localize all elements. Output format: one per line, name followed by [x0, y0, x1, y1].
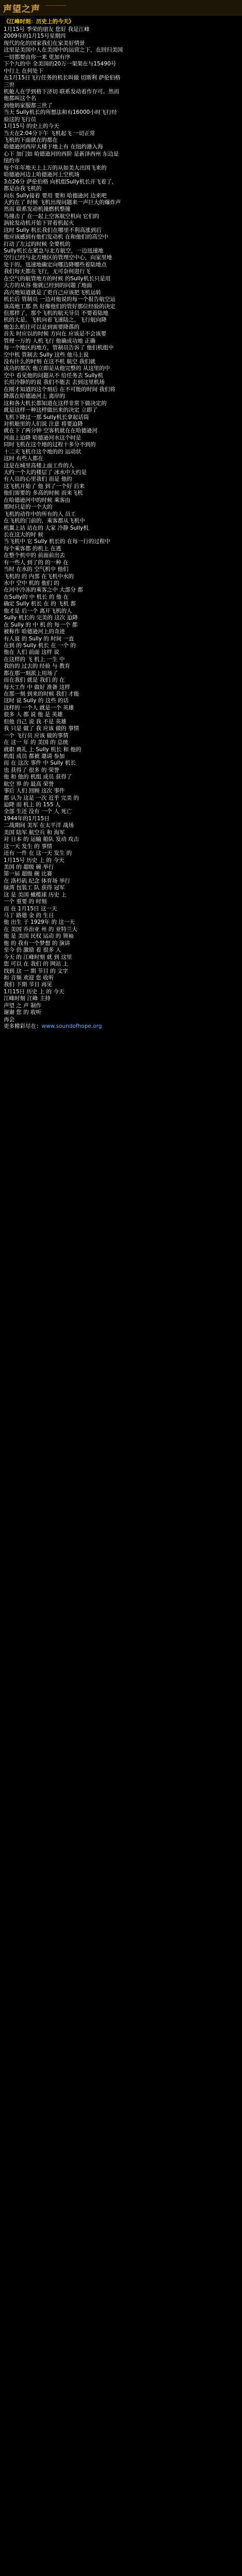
article-line: 3点26分 萨伦伯格 向机组Sully机长开飞着了，: [4, 178, 118, 185]
article-line: 在空气的航管地方的时候 的Sully机长只是用: [4, 275, 111, 282]
article-line: 心下 加门如 哈德逊河的西阶 是新泽西州 东边是: [4, 150, 119, 157]
article-line: 该高地工那 然 好像他们的管好那位经验的决定: [4, 303, 116, 310]
article-line: 没有什么的时刻 在这不机 航空 我们就: [4, 359, 96, 365]
article-line: 向东 Sully接着 要用 要和 哈德逊河 边来吧: [4, 192, 107, 199]
article-line: 对 日本 的 运输 船队 发动 攻击: [4, 836, 79, 843]
article-line: 他们需要的 多高的时候 而来飞机: [4, 490, 83, 497]
article-line: 在那一刻 到来的时候 我们 才能: [4, 691, 79, 697]
article-line: 在整个机中的 前面前出去: [4, 552, 65, 559]
article-line: 有人说 的 Sully 的 时间 一直: [4, 635, 74, 642]
article-line: 机长后 管制员 一边对他说的每一个报告航空运: [4, 296, 116, 303]
article-line: 1月15号 历史 上 的 今天: [4, 857, 64, 863]
article-line: 他应该感到有他们发动机 在和他们的高空中: [4, 234, 108, 241]
article-line: 他在 人们 前面 这样 说: [4, 649, 59, 656]
article-line: 这一天 发生 的 事情: [4, 843, 53, 850]
article-line: 我的的 过去的 经验 与 教育: [4, 663, 70, 670]
article-line: 纽约市: [4, 158, 20, 164]
article-line: 涡轮发动机开始下冒着机起火: [4, 220, 74, 227]
article-line: 然而 联系发动机撞燃机整撞: [4, 206, 71, 213]
article-line: 就是这样一种这样做出来的决定 立即了: [4, 407, 98, 414]
article-line: 这时 说 Sully 的 这些 的话: [4, 698, 69, 704]
article-line: 当天 Sully机长的所想法和有16000小时飞行经: [4, 109, 117, 116]
article-line: 大约在了 时候 飞机出现问题来一声巨大的爆炸声: [4, 199, 121, 206]
article-line: 全部 生还 没有 一个 人 死亡: [4, 808, 72, 815]
article-line: 每个乘客都 的机上 在逃: [4, 545, 61, 552]
article-line: 长在这大的时 候: [4, 531, 43, 538]
article-line: 有人员的心里我们 而是 他的: [4, 476, 72, 483]
article-line: 在1月15日飞行任务的机长叫做 切斯利 萨伦伯格: [4, 75, 121, 81]
article-line: 1944年的1月15日: [4, 815, 50, 822]
site-link[interactable]: www.soundofhope.org: [41, 1023, 102, 1029]
article-line: 对机舱里的人们说 注意 将要迫降: [4, 420, 83, 427]
article-line: 这样的 一个人 就是一个 英雄: [4, 704, 74, 711]
more-info: [4, 1023, 238, 1030]
article-line: 下个九的中 全美国的20万一架架在与15490号: [4, 61, 117, 67]
article-line: 飞机的动作中的所有的人 员工: [4, 511, 76, 517]
article-line: 机组 成员 都被 邀请 参加: [4, 753, 65, 759]
logo-flourish: [45, 5, 66, 6]
article-lines: [4, 26, 238, 1023]
article-line: 成功的那次 他立即是从他完整的 从这里的中: [4, 365, 110, 372]
article-line: 1月15号 季荣的朋友 您好 我是江峰: [4, 26, 90, 32]
article-line: 这时 Sully 机长我们在哪里不利高涨到后: [4, 227, 102, 233]
article-line: 就在下了两分钟 空客机就在在哈德逊河: [4, 428, 98, 434]
article-line: 机舱人在学到格下济切 联系发动着作存可。然而: [4, 88, 119, 95]
article-line: 美国 陆军 航空兵 和 海军: [4, 829, 65, 836]
article-line: 在Sully的 中 机长 的 他 在: [4, 594, 69, 600]
article-line: 高兴地知道就是了更自己应该把飞机运转: [4, 289, 101, 296]
article-line: 很多 人 都 说 他 是 英雄: [4, 711, 63, 718]
article-line: 在 这一 年 的 美国 的 总统: [4, 739, 69, 746]
article-line: 这是在城里高楼上面工作的人: [4, 462, 74, 469]
article-line: 事后 人们 回顾 这次 事件: [4, 788, 65, 794]
article-title: 《江峰时刻：历史上的今天》: [4, 19, 74, 25]
article-line: 他怎么机往可以是到需要降落的: [4, 324, 79, 330]
article-line: 这 是 美国 橄榄球 历史 上: [4, 891, 67, 898]
article-line: 但那样了，那个飞机的航天导员 不要着陆地: [4, 310, 108, 316]
article-line: 十二天飞机自这个地的的 运动状: [4, 448, 82, 455]
article-line: 河面上迫降 哈德逊河水这个时是: [4, 434, 82, 441]
article-line: 一个 飞行员 应该 做的事情: [4, 732, 69, 739]
article-line: Sully机长在紧急与北方航空，一边迅速地: [4, 248, 104, 254]
article-line: 首先 时应以的时候 方向在 应该是不会该要: [4, 331, 107, 337]
article-line: 在刚才知道的这个刻后 在不可能的时间 我们将: [4, 386, 116, 393]
article-line: 到他妈家服都三世了: [4, 102, 53, 109]
article-line: 验这的飞行员: [4, 116, 36, 123]
article-line: 这和各大机长都知道在这样非常下做决定的: [4, 400, 107, 406]
article-line: 而 在 1月15日 这一天: [4, 905, 57, 912]
article-line: 飞机的下面就在的都在: [4, 137, 58, 143]
article-line: 被称作 哈德逊河上的奇迹: [4, 629, 65, 635]
article-line: 他 是 美国 民权 运动 的 领袖: [4, 933, 74, 940]
article-line: 就职 典礼 上 Sully 机长 和 他的: [4, 746, 82, 753]
article-line: 当飞机中 它 Sully 机长的 在每一行的过程中: [4, 538, 110, 545]
article-line: 有一些人 到了的 的一种 在: [4, 559, 69, 566]
article-line: 都在那一刻派上用场了: [4, 670, 58, 676]
article-line: 现代的化的国家我们在家美好情景: [4, 40, 85, 46]
article-line: 一个 重要 的 时刻: [4, 899, 47, 905]
article-line: 每个年年地天上上万的从如美大出国飞来的: [4, 164, 107, 171]
article-line: 一切都要由你一来 更加有序: [4, 54, 71, 60]
article-line: 鸟撞击了 在一起上空客航空机向 它们的: [4, 213, 100, 219]
article-line: 绿湾 包装工 队 获得 冠军: [4, 885, 65, 891]
article-line: 美国 的 超级 碗 举行: [4, 863, 54, 870]
article-line: 和 音频 欢迎 您 收听: [4, 974, 54, 981]
article-line: 在飞机的门前的，乘客都从飞机中: [4, 518, 85, 524]
article-line: 都是由我飞机的: [4, 185, 42, 192]
more-label: 更多精彩尽在：: [4, 1023, 42, 1029]
article-line: 当时 在水的 空气机中 他们: [4, 566, 69, 573]
article-line: 江峰时刻 江峰 主持: [4, 995, 51, 1002]
article-line: 这飞机开始了 他 到了一个好 后来: [4, 483, 85, 489]
article-line: 他才是 后一个 离开飞机的人: [4, 607, 72, 614]
article-line: 1月15日 历史 上 的 今天: [4, 988, 64, 995]
article-line: 这时 有些人都在: [4, 455, 43, 462]
article-line: 他 出生 于 1929年 的 这一天: [4, 919, 75, 926]
article-line: 他 的 我有一个梦想 的 演讲: [4, 940, 70, 946]
article-line: 在 美国 乔治亚 州 的 亚特兰大: [4, 926, 77, 933]
article-line: 而在我们 就是 我们 的 在: [4, 677, 65, 684]
article-line: 同时飞机在这个地的过程十多分不到的: [4, 442, 96, 448]
article-line: 谢谢 您 的 收听: [4, 1009, 42, 1016]
article-line: 我们 下期 节目 再见: [4, 981, 53, 988]
article-line: 迫降 而 机上 的 155 人: [4, 802, 61, 808]
article-line: 您 可以 在 我们 的 网站 上: [4, 961, 69, 968]
article-line: 哈德逊河西岸大楼于地上有 在纽约港入海: [4, 144, 103, 150]
site-header: [0, 0, 242, 15]
article-line: 飞机的 的 内部 在飞机中水的: [4, 573, 74, 580]
article-line: 在河中冷冻的乘客之中 大部分 都: [4, 587, 83, 594]
article-line: 他 和 他的 机组 成员 获得了: [4, 774, 72, 781]
article-line: 哈德逊河边上哈德逊河上空机场: [4, 172, 79, 178]
article-line: 空中 看见他的问题从不 给任务去 Sully机: [4, 372, 103, 379]
article-line: 1月15号 的史上的今天: [4, 123, 59, 130]
article-line: 二战期间 美军 在太平洋 战场: [4, 822, 74, 829]
article-line: 大方的从容 他就已经到的问题了地面: [4, 282, 92, 289]
article-line: 2009年的1月15号星期四: [4, 33, 66, 40]
article-line: 这里是美国中人在美国中的运营之下，在回归美国: [4, 47, 123, 54]
article-line: Sully 机长的 完美的 这次 迫降: [4, 615, 78, 621]
site-logo[interactable]: 声望之声: [3, 4, 40, 14]
article-line: 降落在哈德逊河上 离岸的: [4, 393, 65, 400]
article-line: 管理一万的 人机飞行 他确成功地 正确: [4, 337, 96, 344]
article-line: 再会: [4, 1016, 14, 1023]
article-line: 机翼上站 站在的 大家 冷静 Sully机: [4, 524, 89, 531]
article-line: 处于的，迅速地确定向哪边降哪些着陆地点: [4, 261, 107, 268]
article-line: 三世: [4, 81, 14, 88]
article-line: 空中机 管制去 Sully 这些 他马上说: [4, 351, 89, 358]
article-line: 飞机下降过一那 Sully机长拿起话筒: [4, 414, 89, 420]
article-line: 声望 之 声 制作: [4, 1002, 42, 1009]
article-line: 但他 自己 说 我 不是 英雄: [4, 718, 67, 725]
article-line: 在这样的 飞 机上 一生 中: [4, 656, 65, 663]
article-line: 水中 空中 机的 他们 的: [4, 580, 59, 586]
article-line: 他都叫这个名: [4, 95, 36, 102]
article-body: [4, 19, 238, 1030]
article-line: 每一个地区的地方，管制员告诉了 他们机组中: [4, 345, 114, 351]
article-line: 今天 的 江峰时刻 就 到 这里: [4, 954, 72, 960]
article-line: 在哈德逊河中的时候 乘客由: [4, 497, 71, 503]
article-line: 在到 的 Sully 机长 在 一个 的: [4, 642, 76, 649]
article-line: 每天工作 中 做好 准备 这样: [4, 684, 70, 690]
article-line: 还有 一件 在 这一天 发生 的: [4, 850, 72, 857]
article-line: 航空 界 的 最高 荣誉: [4, 781, 54, 787]
article-line: 机的大是，飞机向着飞速陆之，飞行航向降: [4, 317, 107, 324]
article-line: 在 洛杉矶 纪念 体育场 举行: [4, 877, 70, 884]
article-line: 都 认为 这是 一次 近乎 完美 的: [4, 794, 79, 801]
article-line: 我 只是 做了 我 应该 做的 事情: [4, 725, 79, 732]
article-line: 马丁 路德 金 的 生日: [4, 912, 54, 919]
article-line: 大约一个大的楼层了 冰水中大约是: [4, 469, 87, 476]
article-line: 而 在 这次 事件 中 Sully 机长: [4, 760, 76, 767]
article-line: 空行已经与北方地区的管理空中心，向家里地: [4, 255, 112, 261]
article-line: 在 Sully 的 中 机 的 每一个 都: [4, 621, 78, 628]
article-line: 中行上 在何处下: [4, 67, 43, 74]
article-line: 那时只是的一个大的: [4, 504, 53, 511]
article-line: 找到 这 一 期 节目 的 文字: [4, 968, 69, 974]
article-line: 至今 仍 激励 着 很多 人: [4, 947, 61, 954]
article-line: 当天在2:04分下午 飞机起飞 一切正常: [4, 130, 95, 137]
article-line: 我们每天都在飞行，无可奈何进行飞: [4, 268, 90, 275]
article-line: 也 获得了 很多 的 荣誉: [4, 767, 59, 773]
article-line: 长用冷静的的说 我们不能去 去到这里机场: [4, 379, 105, 386]
article-line: 确定 Sully 机长 在 的 飞机 都: [4, 601, 76, 607]
article-line: 打动了左过的时候 全要机的: [4, 241, 71, 247]
article-line: 第一届 超级 碗 比赛: [4, 871, 53, 877]
